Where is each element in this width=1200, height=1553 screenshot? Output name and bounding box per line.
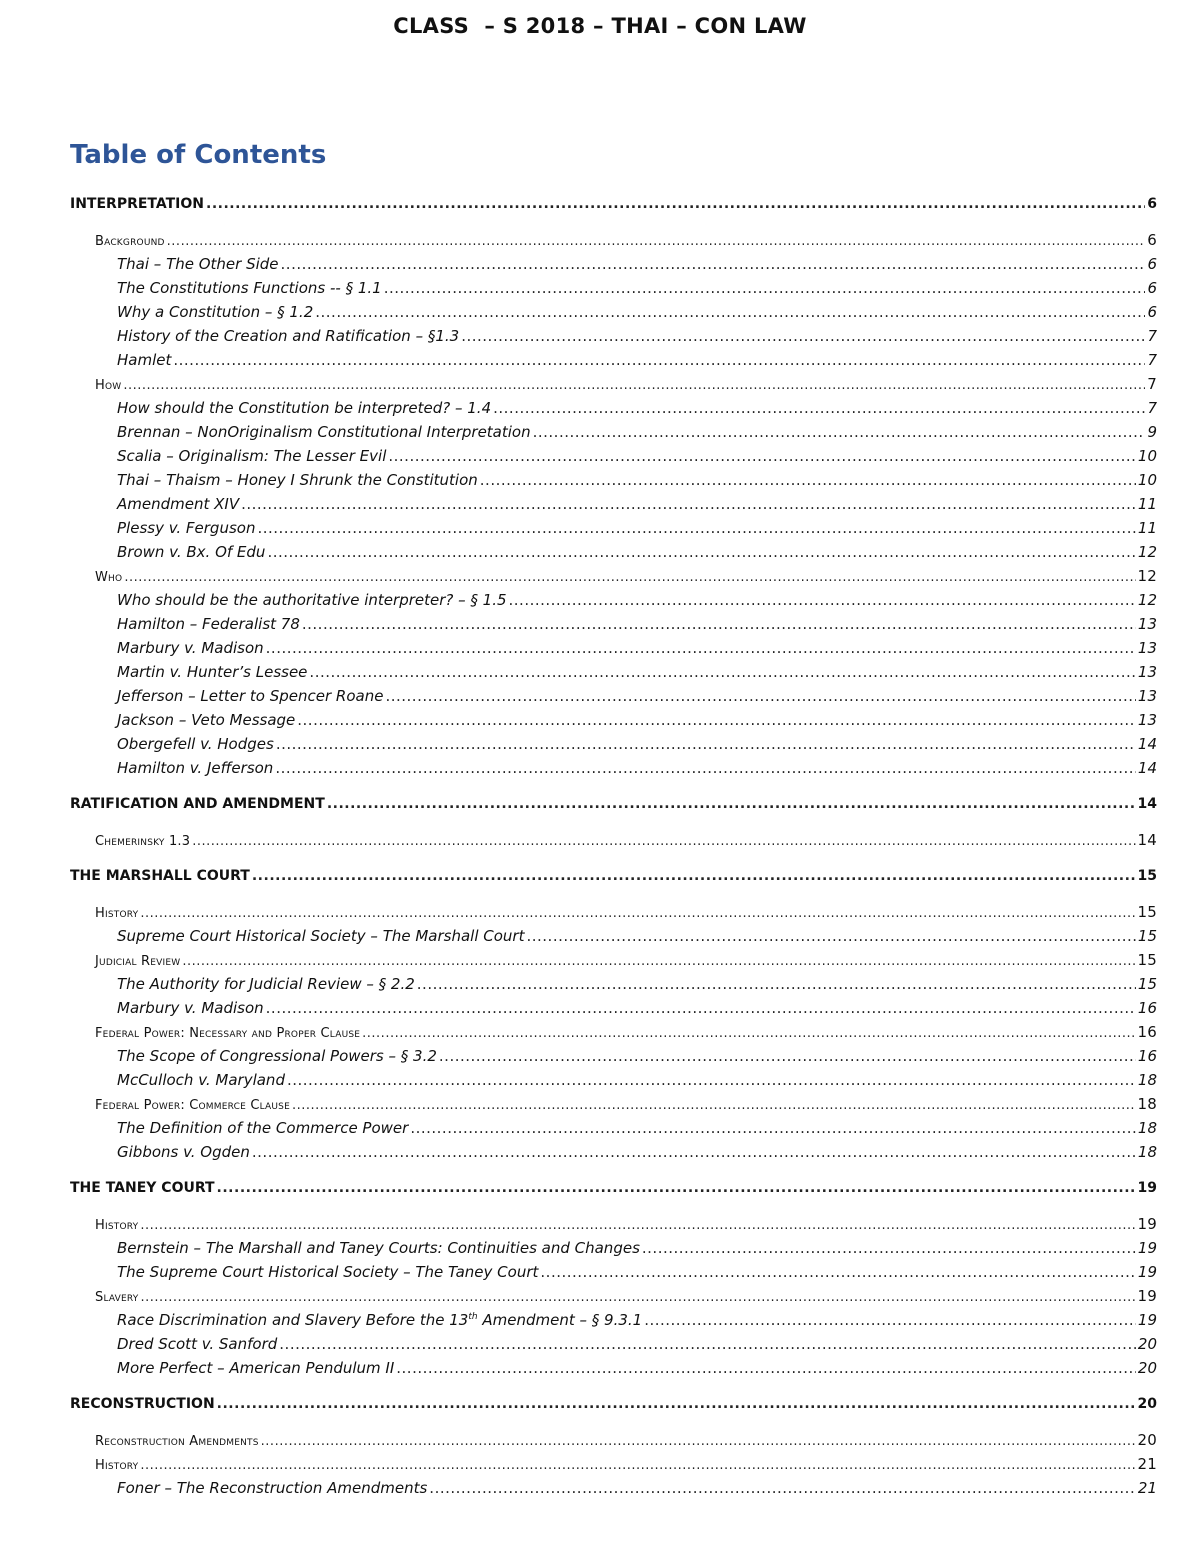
toc-entry-title (95, 1286, 138, 1308)
toc-subsection-entry[interactable] (70, 948, 1157, 972)
toc-page-number: 15 (1137, 951, 1157, 969)
dot-leader (439, 1044, 1136, 1068)
toc-page-number: 19 (1137, 1215, 1157, 1233)
toc-item-entry[interactable] (70, 468, 1157, 492)
toc-page-number: 12 (1137, 567, 1157, 585)
toc-entry-title-text: Hamilton v. Jefferson (117, 759, 274, 777)
toc-item-entry[interactable] (70, 492, 1157, 516)
toc-entry-title (117, 972, 415, 996)
toc-entry-title (117, 444, 386, 468)
dot-leader (257, 516, 1135, 540)
toc-page-number: 13 (1137, 639, 1157, 657)
toc-entry-title-text: How should the Constitution be interpreted? – 1.4 (117, 399, 492, 417)
toc-item-entry[interactable] (70, 420, 1157, 444)
dot-leader (217, 1392, 1136, 1416)
toc-entry-title (117, 420, 531, 444)
toc-entry-title-text: THE MARSHALL COURT (70, 868, 250, 884)
toc-item-entry[interactable] (70, 1140, 1157, 1164)
toc-page-number: 19 (1137, 1263, 1157, 1281)
dot-leader (182, 950, 1135, 972)
toc-entry-title (117, 1260, 538, 1284)
toc-page-number: 12 (1137, 543, 1157, 561)
toc-entry-title (70, 1176, 215, 1200)
toc-page-number: 13 (1137, 687, 1157, 705)
toc-entry-title-text: Brown v. Bx. Of Edu (117, 543, 266, 561)
toc-entry-title-text: Judicial Review (95, 954, 181, 969)
toc-entry-title (117, 732, 274, 756)
toc-item-entry[interactable] (70, 516, 1157, 540)
dot-leader (429, 1476, 1136, 1500)
toc-entry-title (95, 1430, 259, 1452)
dot-leader (167, 230, 1146, 252)
toc-subsection-entry[interactable] (70, 1212, 1157, 1236)
dot-leader (217, 1176, 1136, 1200)
toc-entry-title (117, 1332, 277, 1356)
toc-entry-title-text: RECONSTRUCTION (70, 1396, 215, 1412)
toc-subsection-entry[interactable] (70, 228, 1157, 252)
dot-leader (327, 792, 1136, 816)
toc-entry-title (95, 374, 121, 396)
toc-heading: Table of Contents (70, 140, 327, 170)
toc-entry-title (117, 396, 491, 420)
toc-item-entry[interactable] (70, 276, 1157, 300)
toc-page-number: 13 (1137, 663, 1157, 681)
toc-entry-title (117, 1308, 642, 1332)
toc-entry-title-text: Obergefell v. Hodges (117, 735, 274, 753)
toc-page-number: 18 (1137, 1095, 1157, 1113)
toc-page-number: 12 (1137, 591, 1157, 609)
dot-leader (275, 756, 1136, 780)
toc-entry-title (117, 588, 507, 612)
toc-entry-title-text: Dred Scott v. Sanford (117, 1335, 278, 1353)
toc-entry-title-text: Marbury v. Madison (117, 639, 264, 657)
toc-section-entry[interactable] (70, 1392, 1157, 1416)
toc-entry-title-text: Martin v. Hunter’s Lessee (117, 663, 308, 681)
toc-entry-title-text: McCulloch v. Maryland (117, 1071, 285, 1089)
toc-entry-title (117, 252, 279, 276)
toc-entry-title (70, 864, 250, 888)
dot-leader (276, 732, 1136, 756)
dot-leader (124, 566, 1135, 588)
toc-entry-title-text: Who should be the authoritative interpreter? – § 1.5 (117, 591, 507, 609)
toc-entry-title-text: Federal Power: Necessary and Proper Clause (95, 1026, 361, 1041)
toc-page-number: 6 (1147, 303, 1157, 321)
toc-page-number: 18 (1137, 1119, 1157, 1137)
toc-item-entry[interactable] (70, 1356, 1157, 1380)
toc-entry-title-text: Brennan – NonOriginalism Constitutional Interpretation (117, 423, 531, 441)
toc-item-entry[interactable] (70, 396, 1157, 420)
toc-item-entry[interactable] (70, 1068, 1157, 1092)
toc-subsection-entry[interactable] (70, 1284, 1157, 1308)
table-of-contents (70, 192, 1157, 1500)
toc-entry-title-text: THE TANEY COURT (70, 1180, 215, 1196)
toc-entry-title-text: History (95, 1218, 139, 1233)
toc-entry-title-text: INTERPRETATION (70, 196, 205, 212)
dot-leader (309, 660, 1135, 684)
toc-entry-title-text: Race Discrimination and Slavery Before the 13 (117, 1311, 469, 1329)
toc-entry-title-text: Hamilton – Federalist 78 (117, 615, 300, 633)
toc-entry-title-text: Slavery (95, 1290, 139, 1305)
toc-page-number: 6 (1147, 279, 1157, 297)
toc-page-number: 20 (1137, 1396, 1157, 1412)
toc-entry-title (117, 276, 382, 300)
toc-subsection-entry[interactable] (70, 372, 1157, 396)
toc-page-number: 13 (1137, 615, 1157, 633)
dot-leader (123, 374, 1145, 396)
toc-entry-title-text: Why a Constitution – § 1.2 (117, 303, 314, 321)
toc-entry-title (117, 636, 264, 660)
document-header: CLASS – S 2018 – THAI – CON LAW (393, 14, 807, 38)
toc-entry-title (117, 1236, 640, 1260)
toc-page-number: 7 (1147, 327, 1157, 345)
toc-item-entry[interactable] (70, 1308, 1157, 1332)
dot-leader (173, 348, 1145, 372)
toc-item-entry[interactable] (70, 660, 1157, 684)
toc-entry-title (95, 566, 122, 588)
toc-item-entry[interactable] (70, 684, 1157, 708)
toc-subsection-entry[interactable] (70, 1092, 1157, 1116)
toc-page-number: 7 (1147, 351, 1157, 369)
toc-page-number: 16 (1137, 1047, 1157, 1065)
toc-entry-title-text: Plessy v. Ferguson (117, 519, 256, 537)
toc-page-number: 13 (1137, 711, 1157, 729)
toc-item-entry[interactable] (70, 324, 1157, 348)
toc-item-entry[interactable] (70, 1116, 1157, 1140)
toc-page-number: 6 (1147, 196, 1157, 212)
toc-page-number: 19 (1137, 1180, 1157, 1196)
toc-entry-title (95, 230, 165, 252)
toc-entry-title-text: Scalia – Originalism: The Lesser Evil (117, 447, 387, 465)
toc-item-entry[interactable] (70, 1236, 1157, 1260)
toc-subsection-entry[interactable] (70, 1020, 1157, 1044)
dot-leader (315, 300, 1145, 324)
dot-leader (266, 996, 1136, 1020)
toc-page-number: 18 (1137, 1071, 1157, 1089)
toc-entry-title (117, 756, 273, 780)
toc-item-entry[interactable] (70, 1044, 1157, 1068)
toc-entry-title-text: History of the Creation and Ratification – §1.3 (117, 327, 460, 345)
toc-entry-title-text: Who (95, 570, 123, 585)
dot-leader (410, 1116, 1136, 1140)
toc-entry-title (117, 612, 300, 636)
toc-item-entry[interactable] (70, 348, 1157, 372)
dot-leader (287, 1068, 1136, 1092)
toc-entry-title (117, 1140, 250, 1164)
toc-entry-title-text: Jefferson – Letter to Spencer Roane (117, 687, 384, 705)
toc-entry-title-text: The Authority for Judicial Review – § 2.2 (117, 975, 415, 993)
toc-page-number: 14 (1137, 831, 1157, 849)
dot-leader (140, 1214, 1135, 1236)
toc-entry-title-text: Supreme Court Historical Society – The Marshall Court (117, 927, 525, 945)
toc-entry-title-text: RATIFICATION AND AMENDMENT (70, 796, 325, 812)
toc-entry-title-text: Background (95, 234, 165, 249)
toc-item-entry[interactable] (70, 996, 1157, 1020)
dot-leader (533, 420, 1146, 444)
toc-entry-title-text: Jackson – Veto Message (117, 711, 296, 729)
toc-section-entry[interactable] (70, 864, 1157, 888)
toc-entry-superscript: th (468, 1312, 478, 1322)
toc-section-entry[interactable] (70, 792, 1157, 816)
toc-entry-title-text: Reconstruction Amendments (95, 1434, 259, 1449)
toc-entry-title (117, 924, 524, 948)
toc-entry-title-text: Chemerinsky 1.3 (95, 834, 191, 849)
toc-entry-title-text: The Scope of Congressional Powers – § 3.2 (117, 1047, 437, 1065)
toc-item-entry[interactable] (70, 1476, 1157, 1500)
toc-page-number: 9 (1147, 423, 1157, 441)
toc-page-number: 15 (1137, 868, 1157, 884)
toc-entry-title (95, 902, 138, 924)
toc-entry-title (117, 324, 459, 348)
toc-entry-title (117, 1044, 437, 1068)
toc-page-number: 7 (1147, 375, 1157, 393)
dot-leader (140, 1286, 1135, 1308)
dot-leader (140, 1454, 1135, 1476)
dot-leader (261, 1430, 1136, 1452)
toc-entry-title (117, 660, 307, 684)
toc-page-number: 16 (1137, 999, 1157, 1017)
toc-page-number: 14 (1137, 759, 1157, 777)
toc-item-entry[interactable] (70, 252, 1157, 276)
toc-item-entry[interactable] (70, 972, 1157, 996)
dot-leader (252, 1140, 1136, 1164)
toc-entry-title-text: More Perfect – American Pendulum II (117, 1359, 395, 1377)
dot-leader (292, 1094, 1136, 1116)
toc-entry-title-text: Marbury v. Madison (117, 999, 264, 1017)
toc-entry-title (70, 792, 325, 816)
toc-entry-title (117, 996, 264, 1020)
dot-leader (417, 972, 1136, 996)
toc-page-number: 20 (1137, 1335, 1157, 1353)
toc-entry-title-text: History (95, 1458, 139, 1473)
toc-entry-title-text: Gibbons v. Ogden (117, 1143, 250, 1161)
toc-entry-title (95, 1094, 290, 1116)
toc-page-number: 16 (1137, 1023, 1157, 1041)
toc-entry-title-text: Amendment XIV (117, 495, 240, 513)
toc-item-entry[interactable] (70, 732, 1157, 756)
toc-page-number: 21 (1137, 1455, 1157, 1473)
toc-entry-title-text: Thai – Thaism – Honey I Shrunk the Constitution (117, 471, 478, 489)
dot-leader (388, 444, 1136, 468)
toc-page-number: 14 (1137, 796, 1157, 812)
dot-leader (140, 902, 1135, 924)
toc-entry-title-text: How (95, 378, 122, 393)
toc-page-number: 15 (1137, 927, 1157, 945)
toc-page-number: 6 (1147, 231, 1157, 249)
toc-section-entry[interactable] (70, 192, 1157, 216)
dot-leader (384, 276, 1146, 300)
toc-page-number: 19 (1137, 1287, 1157, 1305)
toc-entry-title (117, 468, 478, 492)
dot-leader (642, 1236, 1136, 1260)
toc-page-number: 19 (1137, 1239, 1157, 1257)
dot-leader (279, 1332, 1136, 1356)
toc-entry-title (95, 1454, 138, 1476)
dot-leader (267, 540, 1135, 564)
toc-item-entry[interactable] (70, 708, 1157, 732)
toc-entry-title-text: The Supreme Court Historical Society – The Taney Court (117, 1263, 539, 1281)
toc-page-number: 18 (1137, 1143, 1157, 1161)
toc-subsection-entry[interactable] (70, 1452, 1157, 1476)
toc-entry-title-text: Federal Power: Commerce Clause (95, 1098, 290, 1113)
dot-leader (540, 1260, 1136, 1284)
toc-subsection-entry[interactable] (70, 564, 1157, 588)
toc-entry-title-continued: Amendment – § 9.3.1 (477, 1311, 643, 1329)
dot-leader (297, 708, 1136, 732)
dot-leader (241, 492, 1136, 516)
toc-entry-title-text: The Definition of the Commerce Power (117, 1119, 409, 1137)
toc-entry-title-text: Bernstein – The Marshall and Taney Courts: Continuities and Changes (117, 1239, 640, 1257)
toc-page-number: 15 (1137, 903, 1157, 921)
dot-leader (252, 864, 1136, 888)
toc-item-entry[interactable] (70, 300, 1157, 324)
toc-entry-title (117, 708, 295, 732)
toc-entry-title (70, 1392, 215, 1416)
toc-page-number: 7 (1147, 399, 1157, 417)
toc-entry-title (95, 830, 190, 852)
toc-item-entry[interactable] (70, 756, 1157, 780)
dot-leader (509, 588, 1136, 612)
toc-entry-title (95, 1214, 138, 1236)
toc-page-number: 10 (1137, 447, 1157, 465)
dot-leader (493, 396, 1145, 420)
toc-entry-title-text: History (95, 906, 139, 921)
toc-entry-title (117, 1356, 394, 1380)
toc-entry-title (117, 684, 383, 708)
dot-leader (461, 324, 1145, 348)
toc-page-number: 11 (1137, 495, 1157, 513)
toc-entry-title (95, 1022, 360, 1044)
toc-entry-title (117, 1116, 408, 1140)
toc-entry-title (95, 950, 180, 972)
toc-page-number: 20 (1137, 1359, 1157, 1377)
toc-subsection-entry[interactable] (70, 900, 1157, 924)
toc-entry-title-text: The Constitutions Functions -- § 1.1 (117, 279, 382, 297)
toc-entry-title (117, 492, 239, 516)
toc-page-number: 20 (1137, 1431, 1157, 1449)
dot-leader (362, 1022, 1135, 1044)
dot-leader (480, 468, 1136, 492)
toc-item-entry[interactable] (70, 636, 1157, 660)
toc-item-entry[interactable] (70, 924, 1157, 948)
toc-page-number: 14 (1137, 735, 1157, 753)
dot-leader (385, 684, 1135, 708)
toc-entry-title (117, 1476, 427, 1500)
dot-leader (644, 1308, 1136, 1332)
dot-leader (206, 192, 1145, 216)
toc-entry-title-text: Thai – The Other Side (117, 255, 279, 273)
toc-item-entry[interactable] (70, 540, 1157, 564)
toc-subsection-entry[interactable] (70, 1428, 1157, 1452)
toc-entry-title (70, 192, 204, 216)
toc-item-entry[interactable] (70, 612, 1157, 636)
dot-leader (266, 636, 1136, 660)
toc-page-number: 19 (1137, 1311, 1157, 1329)
dot-leader (281, 252, 1146, 276)
toc-entry-title (117, 516, 255, 540)
toc-entry-title (117, 540, 265, 564)
dot-leader (396, 1356, 1136, 1380)
toc-entry-title (117, 348, 171, 372)
toc-entry-title (117, 1068, 285, 1092)
toc-entry-title (117, 300, 313, 324)
dot-leader (192, 830, 1135, 852)
dot-leader (302, 612, 1136, 636)
toc-item-entry[interactable] (70, 588, 1157, 612)
toc-item-entry[interactable] (70, 444, 1157, 468)
toc-page-number: 11 (1137, 519, 1157, 537)
toc-item-entry[interactable] (70, 1260, 1157, 1284)
toc-subsection-entry[interactable] (70, 828, 1157, 852)
toc-page-number: 21 (1137, 1479, 1157, 1497)
toc-entry-title-text: Hamlet (117, 351, 172, 369)
toc-entry-title-text: Foner – The Reconstruction Amendments (117, 1479, 428, 1497)
toc-item-entry[interactable] (70, 1332, 1157, 1356)
toc-section-entry[interactable] (70, 1176, 1157, 1200)
toc-page-number: 6 (1147, 255, 1157, 273)
toc-page-number: 15 (1137, 975, 1157, 993)
toc-page-number: 10 (1137, 471, 1157, 489)
dot-leader (526, 924, 1135, 948)
